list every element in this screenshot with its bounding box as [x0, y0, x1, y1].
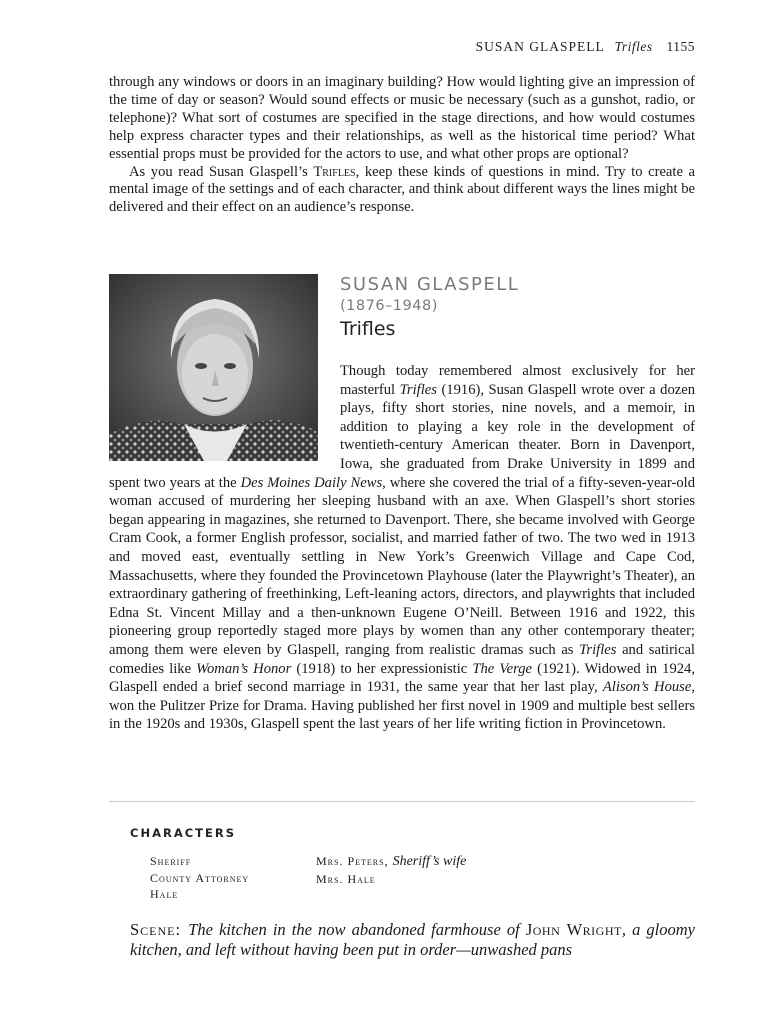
intro-p2-after: , keep these kinds of questions in mind. Try to create a mental image of the settings and of each character, and think about different ways the lines might be delivered and their effect on an audience’s response.	[109, 163, 695, 216]
character-mrs-peters-name: Mrs. Peters	[316, 854, 385, 868]
character-mrs-hale: Mrs. Hale	[316, 871, 376, 886]
header-author: SUSAN GLASPELL	[475, 39, 605, 54]
intro-play-title: Trifles	[313, 163, 356, 180]
bio-text-2: (1916), Susan Glaspell wrote over a dozen plays, fifty short stories, nine novels, and a memoir, in addition to playing a key role in the development of twentieth-century American theater. Born in Davenport, Iowa, she graduated from Drake University in 1899 and spent two years at the	[109, 381, 696, 491]
character-separator: ,	[384, 854, 393, 868]
page-number: 1155	[666, 39, 695, 54]
bio-work-title: Trifles	[340, 318, 396, 340]
character-county-attorney: County Attorney	[150, 870, 250, 885]
intro-text	[109, 74, 695, 217]
bio-text-4: and satirical comedies like	[109, 641, 695, 677]
bio-text-5: (1918) to her expressionistic	[291, 660, 473, 677]
intro-paragraph-2	[109, 164, 695, 218]
bio-newspaper-ref: Des Moines Daily News	[240, 474, 383, 491]
intro-paragraph-1: through any windows or doors in an imaginary building? How would lighting give an impression of the time of day or season? Would sound effects or music be necessary (such as a gunshot, radio, or telephone)? What sort of costumes are specified in the stage directions, and how would costumes help express character types and their relationships, as well as the historical time period? What essential props must be provided for the actors to use, and what other props are optional?	[109, 74, 695, 162]
bio-text-1: Though today remembered almost exclusively for her masterful	[340, 363, 695, 398]
header-title: Trifles	[614, 39, 653, 54]
scene-description	[130, 920, 695, 960]
character-hale: Hale	[150, 887, 179, 901]
bio-work-ref: Trifles	[579, 641, 617, 658]
portrait-icon	[109, 274, 318, 461]
character-column-2	[316, 853, 466, 887]
scene-text-2: , a gloomy kitchen, and left without having been put in order—unwashed pans	[130, 920, 696, 959]
scene-character-name: John Wright	[525, 920, 622, 939]
intro-p2-before: As you read Susan Glaspell’s	[129, 163, 314, 180]
bio-text-7: , won the Pulitzer Prize for Drama. Having published her first novel in 1909 and multiple best sellers in the 1920s and 1930s, Glaspell spent the last years of her life writing fiction in Provincetown.	[109, 679, 695, 733]
bio-work-ref: Alison’s House	[602, 679, 692, 696]
bio-text-6: (1921). Widowed in 1924, Glaspell ended a brief second marriage in 1931, the same year that her last play,	[109, 660, 695, 696]
running-header	[476, 39, 695, 55]
scene-label: Scene	[130, 920, 176, 939]
bio-author-name: SUSAN GLASPELL	[340, 274, 520, 295]
bio-work-ref: The Verge	[472, 660, 533, 677]
scene-text-1: The kitchen in the now abandoned farmhouse of	[188, 920, 526, 939]
author-portrait-photo	[109, 274, 318, 461]
bio-work-ref: Woman’s Honor	[196, 660, 292, 677]
bio-author-dates: (1876–1948)	[340, 298, 438, 314]
character-mrs-peters-desc: Sheriff’s wife	[392, 854, 467, 869]
author-bio-section	[109, 274, 695, 734]
bio-work-ref: Trifles	[399, 381, 437, 398]
character-sheriff: Sheriff	[150, 854, 192, 868]
section-divider	[109, 801, 695, 802]
characters-heading: CHARACTERS	[130, 826, 236, 840]
character-mrs-peters	[316, 853, 466, 871]
scene-colon: :	[175, 920, 189, 939]
bio-text-3: , where she covered the trial of a fifty-seven-year-old woman accused of murdering her sleeping husband with an axe. When Glaspell’s short stories began appearing in magazines, she returned to Davenport. There, she became involved with George Cram Cook, a former English professor, socialist, and married father of two. The two wed in 1913 and moved east, eventually settling in New York’s Greenwich Village and Cape Cod, Massachusetts, where they founded the Provincetown Playhouse (later the Playwright’s Theater), an extraordinary gathering of freethinking, Left-leaning actors, directors, and playwrights that included Edna St. Vincent Millay and a then-unknown Eugene O’Neill. Between 1916 and 1922, this pioneering group reportedly staged more plays by women than any other contemporary theater; among them were eleven by Glaspell, ranging from realistic dramas such as	[109, 474, 695, 658]
character-column-1	[150, 853, 249, 903]
